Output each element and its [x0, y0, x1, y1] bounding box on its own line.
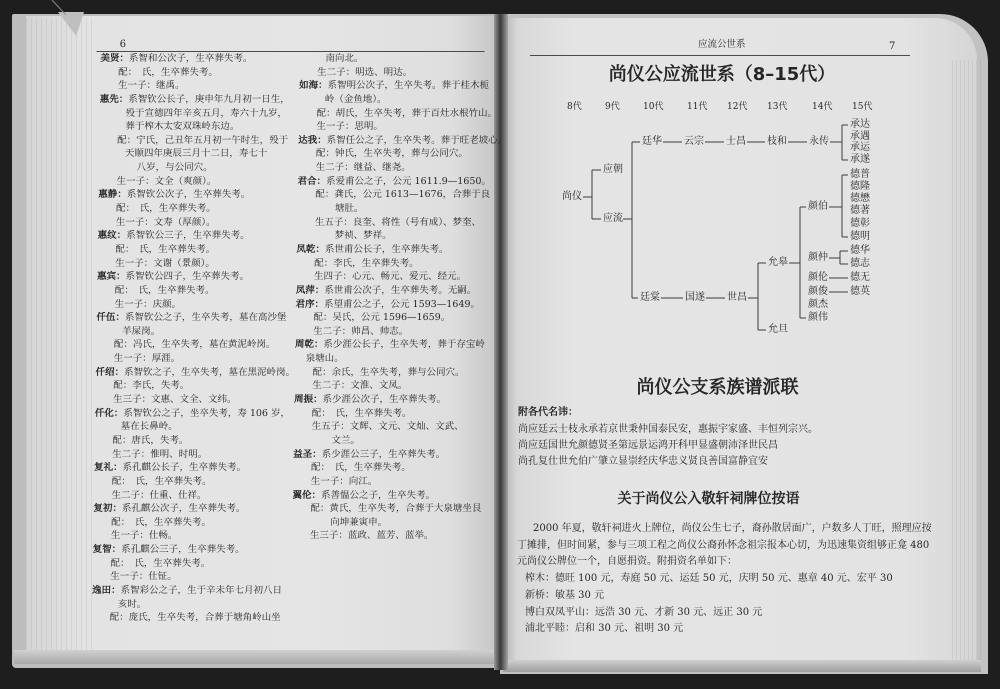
spouse-line: 配： 氏，生卒葬失考。	[110, 557, 211, 569]
tree-node: 承运	[850, 142, 870, 153]
spouse-line: 配： 氏，生卒葬失考。	[111, 475, 212, 487]
children-line: 生一子：文全（爽颜）。	[116, 175, 217, 187]
children-line: 生一子：继禹。	[117, 80, 185, 92]
generation-label: 8代	[567, 102, 582, 112]
tree-node: 永传	[809, 136, 829, 147]
tree-node: 士昌	[726, 136, 746, 147]
tree-node: 颜伦	[808, 272, 828, 283]
children-line: 生一子：厚涯。	[113, 353, 181, 365]
continuation-line: 羊屎岗。	[122, 325, 161, 337]
entry-text: 系智钦公四子，生卒葬失考。	[125, 271, 250, 283]
tree-node: 应朝	[603, 164, 623, 175]
children-line: 生一子：仕畅。	[110, 530, 178, 542]
spouse-line: 配：胡氏，生卒失考，葬于百灶水根竹山。	[316, 107, 498, 119]
page-number: 7	[889, 41, 896, 52]
note-paragraph-line: 丁摊排，但时间紧，参与三项工程之尚仪公裔孙怀念祖宗报本心切，为迅速集资组够正龛 480	[517, 540, 930, 551]
donation-line: 榨木：德旺 100 元，寿庭 50 元、运廷 50 元，庆明 50 元、惠章 40 元、宏平 30	[525, 573, 893, 584]
entry-text: 系智钦之子，生卒失考，墓在黑泥岭岗。	[123, 366, 296, 378]
person-name: 仟绍：	[95, 366, 125, 378]
person-name: 仟伍：	[96, 312, 125, 324]
tree-node: 廷华	[642, 136, 662, 147]
entry-text: 系善愠公之子，生卒失考。	[320, 489, 436, 501]
person-name: 凤萍：	[295, 284, 325, 296]
tree-node: 德彰	[850, 218, 870, 229]
spouse-line: 配： 氏，生卒葬失考。	[118, 66, 219, 78]
children-line: 生一子：思明。	[316, 121, 383, 133]
tree-node: 廷棠	[640, 292, 660, 303]
continuation-line: 向坤兼寅申。	[330, 516, 388, 528]
spouse-line: 配： 氏，生卒葬失考。	[111, 516, 211, 528]
tree-node: 世昌	[727, 292, 747, 303]
person-name: 君序：	[295, 298, 325, 310]
spouse-line: 配： 氏，生卒葬失考。	[115, 243, 216, 255]
children-line: 生一子：向江。	[310, 475, 378, 487]
generation-label: 11代	[687, 102, 708, 112]
children-line: 生三子：文惠、文全、文纬。	[112, 394, 237, 406]
children-line: 生二子：明选、明达。	[317, 66, 413, 78]
children-line: 生二子：帅昌、帅志。	[313, 325, 409, 337]
spouse-line: 配：龚氏，公元 1613—1676，合葬于良	[315, 189, 491, 201]
person-name: 惠先：	[99, 93, 129, 105]
names-label: 附各代名讳：	[518, 407, 578, 418]
entry-text: 系智钦公长子，庚申年九月初一日生，	[128, 93, 290, 105]
entry-text: 系智和公次子，生卒葬失考。	[128, 53, 253, 64]
person-name: 凤乾：	[296, 243, 326, 255]
entry-text: 系少涯公次子，生卒葬失考。	[322, 394, 447, 406]
entry-text: 系智彩公之子，生于辛未年七月初八日	[120, 584, 283, 596]
person-name: 惠纹：	[97, 230, 127, 242]
entry-text: 系孔麒公三子，生卒葬失考。	[121, 544, 245, 556]
spouse-line: 配：钟氏，生卒失考，葬与公同穴。	[315, 148, 469, 160]
continuation-line: 葬于榨木太安双珠岭东边。	[125, 121, 240, 133]
generation-label: 9代	[605, 102, 620, 112]
continuation-line: 塘肚。	[334, 203, 364, 215]
person-name: 复初：	[93, 503, 122, 515]
person-name: 惠宾：	[96, 271, 126, 283]
spouse-line: 配：李氏，失考。	[113, 380, 190, 392]
generation-names-line: 尚应廷国世允颜德贤圣第远景运鸿开科甲显盛朝沛泽世民昌	[518, 440, 778, 451]
tree-node: 云宗	[684, 136, 704, 147]
tree-node: 德著	[850, 205, 870, 216]
generation-label: 14代	[812, 102, 833, 112]
continuation-line: 殁于宣德四年辛亥五月，寿六十九岁，	[125, 107, 288, 119]
tree-node: 应流	[603, 213, 623, 224]
person-name: 复礼：	[93, 462, 123, 474]
children-line: 生三子：蓝政、蓝芳、蓝举。	[309, 530, 434, 542]
entry-text: 系少涯公三子，生卒葬失考。	[321, 448, 446, 460]
entry-text: 系望甫公之子，公元 1593—1649。	[323, 298, 481, 310]
tree-node: 国遂	[685, 292, 705, 303]
spouse-line: 配：唐氏，失考。	[112, 434, 189, 446]
children-line: 生一子：庆颜。	[114, 298, 182, 310]
entry-text: 系世甫公长子，生卒葬失考。	[324, 243, 449, 255]
generation-label: 10代	[643, 102, 664, 112]
person-name: 翼伦：	[292, 489, 322, 501]
spouse-line: 配：吴氏，公元 1596—1659。	[313, 312, 451, 324]
children-line: 生五子：良奎、将性（号有成）、梦奎、	[314, 216, 482, 228]
tree-node: 颜俊	[808, 286, 828, 297]
generation-names-line: 尚孔复仕世允伯广肇立显崇经庆华忠义贤良善国富静宜安	[518, 456, 768, 467]
spouse-line: 配：庞氏，生卒失考，合葬于塘角岭山坐	[109, 612, 281, 624]
tree-node: 德无	[850, 272, 870, 283]
children-line: 生四子：心元、畅元、爱元、经元。	[313, 271, 467, 283]
entry-text: 系世甫公次子，生卒葬失考。无嗣。	[324, 284, 477, 296]
lineage-title: 尚仪公支系族谱派联	[636, 377, 799, 398]
tree-node: 允旦	[768, 324, 788, 335]
spouse-line: 配： 氏，生卒葬失考。	[311, 407, 412, 419]
children-line: 生五子：文辉、文元、文灿、文武、	[311, 421, 464, 433]
tree-node: 颜仲	[808, 252, 828, 263]
generation-names-line: 尚应廷云士枝永承若京世秉仲国泰民安，惠振宇家盛、丰恒列宗兴。	[518, 424, 818, 435]
person-name: 益圣：	[293, 448, 322, 460]
spouse-line: 配：李氏，生卒葬失考。	[314, 257, 419, 269]
continuation-line: 南向北。	[325, 53, 364, 64]
children-line: 生二子：文淮、文凤。	[312, 380, 408, 392]
donation-line: 博白双凤平山：远浩 30 元、才新 30 元、远正 30 元	[525, 607, 763, 618]
children-line: 生一子：仕钲。	[110, 571, 177, 583]
person-name: 逸田：	[91, 584, 121, 596]
entry-text: 系智钦公之子，坐卒失考，寿 106 岁，	[123, 407, 291, 419]
tree-node: 颜杰	[808, 299, 828, 310]
tree-node: 德隆	[850, 181, 870, 192]
continuation-line: 梦祯、梦祥。	[334, 230, 392, 242]
spouse-line: 配：宁氏，己丑年五月初一午时生，殁于	[117, 134, 289, 146]
entry-text: 系少涯公长子，生卒失考，葬于存宝岭	[323, 339, 486, 351]
tree-node: 德普	[850, 169, 870, 180]
generation-label: 15代	[852, 102, 873, 112]
person-name: 君合：	[297, 175, 327, 187]
entry-text: 系智钦公三子，生卒葬失考。	[126, 230, 250, 242]
continuation-line: 岭（金鱼地）。	[324, 93, 387, 105]
entry-text: 系孔麒公长子，生卒葬失考。	[122, 462, 247, 474]
entry-text: 系智钦公次子，生卒葬失考。	[126, 189, 251, 201]
generation-label: 13代	[767, 102, 788, 112]
continuation-line: 八岁，与公同穴。	[136, 162, 213, 174]
continuation-line: 泉塘山。	[305, 353, 344, 365]
continuation-line: 天顺四年庚辰三月十二日，寿七十	[124, 148, 268, 160]
entry-text: 系智明公次子，生卒失考。葬于桂木栀	[327, 80, 490, 92]
spouse-line: 配： 氏，生卒葬失考。	[115, 203, 216, 215]
page-number: 6	[119, 39, 127, 50]
donation-line: 新桥：敏基 30 元	[525, 590, 605, 601]
children-line: 生二子：继益、继尧。	[315, 162, 411, 174]
person-name: 达我：	[298, 134, 327, 146]
tree-node: 承遇	[850, 131, 870, 142]
tree-node: 颜伟	[808, 312, 828, 323]
spouse-line: 配： 氏，生卒葬失考。	[114, 284, 215, 296]
note-paragraph-line: 2000 年夏，敬轩祠进火上牌位，尚仪公生七子，裔孙散居面广，户数多人丁旺，照理应按	[533, 523, 932, 534]
person-name: 复智：	[92, 544, 122, 556]
spouse-line: 配：余氏，生卒失考，葬与公同穴。	[312, 366, 465, 378]
donation-line: 浦北平睦：启和 30 元、祖明 30 元	[525, 623, 684, 634]
note-paragraph-line: 元尚仪公牌位一个，自愿捐资。附捐资名单如下：	[517, 556, 737, 567]
entry-text: 系智任公之子，生卒失考。葬于旺老坡心。	[326, 134, 508, 146]
tree-node: 颜伯	[808, 201, 828, 212]
entry-text: 系爱甫公之子，公元 1611.9—1650。	[325, 175, 492, 187]
spouse-line: 配：黄氏，生卒失考，合葬于大泉塘坐艮	[310, 503, 482, 515]
children-line: 生二子：仕重、仕祥。	[111, 489, 207, 501]
children-line: 生一子：文寿（厚颜）。	[115, 216, 216, 228]
tree-node: 尚仪	[562, 191, 582, 202]
tree-node: 德志	[850, 258, 870, 269]
entry-text: 系智钦公之子，生卒失考，墓在高沙堡	[124, 312, 287, 324]
person-name: 周振：	[293, 394, 323, 406]
tree-node: 德华	[850, 245, 870, 256]
generation-label: 12代	[727, 102, 748, 112]
children-line: 生二子：惟明、时明。	[112, 448, 208, 460]
continuation-line: 墓在长鼻岭。	[120, 421, 178, 433]
continuation-line: 文兰。	[331, 434, 361, 446]
person-name: 美贤：	[100, 53, 130, 64]
continuation-line: 亥时。	[117, 598, 147, 610]
spouse-line: 配：冯氏，生卒失考，墓在黄泥岭岗。	[113, 339, 276, 351]
tree-title: 尚仪公应流世系（8–15代）	[608, 64, 836, 85]
tree-node: 承达	[850, 119, 870, 130]
note-title: 关于尚仪公入敬轩祠牌位按语	[617, 491, 800, 507]
tree-node: 德明	[850, 231, 870, 242]
tree-node: 德英	[850, 286, 870, 297]
running-header: 应流公世系	[698, 39, 746, 50]
children-line: 生一子：文谢（景颜）。	[115, 257, 216, 269]
entry-text: 系孔麒公次子，生卒葬失考。	[121, 503, 246, 515]
spouse-line: 配： 氏，生卒葬失考。	[310, 462, 411, 474]
tree-node: 允皋	[768, 257, 788, 268]
tree-node: 枝和	[767, 136, 787, 147]
tree-node: 承遂	[850, 154, 870, 165]
person-name: 仟化：	[94, 407, 124, 419]
person-name: 如海：	[298, 80, 328, 92]
person-name: 周乾：	[294, 339, 324, 351]
tree-node: 德懋	[850, 193, 870, 204]
person-name: 惠静：	[98, 189, 127, 201]
